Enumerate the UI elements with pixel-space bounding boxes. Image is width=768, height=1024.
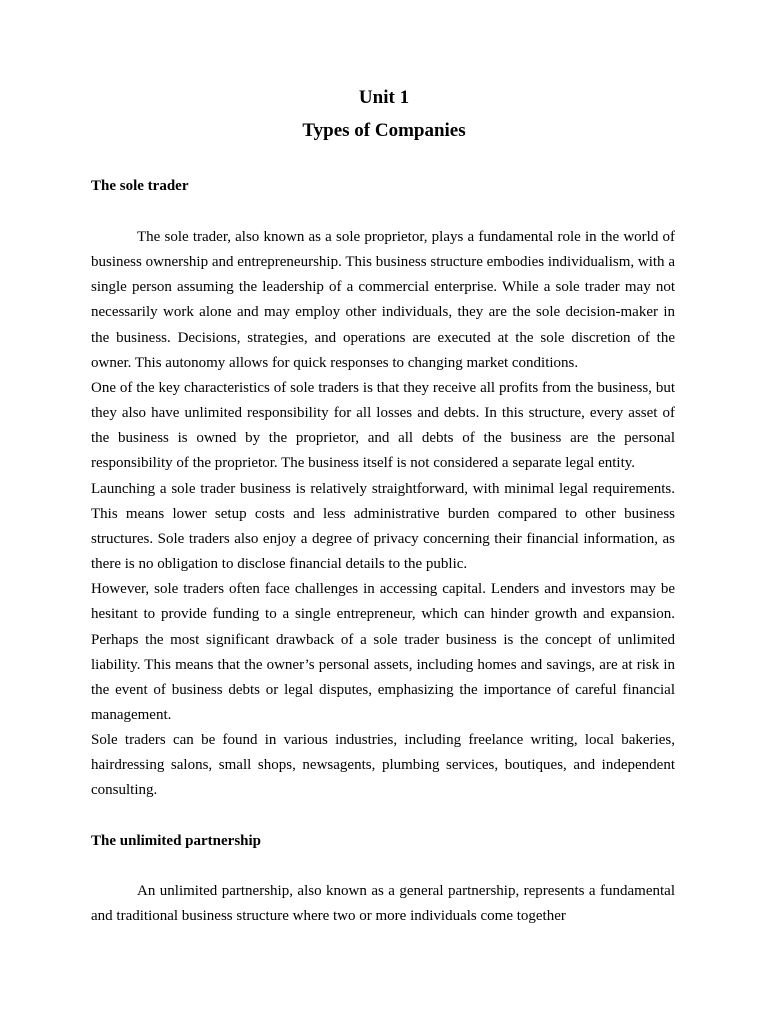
document-title: Types of Companies (302, 120, 466, 141)
paragraph: An unlimited partnership, also known as a general partnership, represents a fundamental and traditional business structure where two or more individuals come together (91, 883, 675, 925)
section-heading-sole-trader: The sole trader (91, 178, 189, 194)
section-body-sole-trader (91, 225, 675, 804)
section-heading-unlimited-partnership: The unlimited partnership (91, 833, 262, 849)
paragraph: Launching a sole trader business is relatively straightforward, with minimal legal requirements. This means lower setup costs and less administrative burden compared to other business structures. Sole traders also enjoy a degree of privacy concerning their financial information, as there is no obligation to disclose financial details to the public. (91, 480, 675, 573)
paragraph: However, sole traders often face challenges in accessing capital. Lenders and investors may be hesitant to provide funding to a single entrepreneur, which can hinder growth and expansion. Perhaps the most significant drawback of a sole trader business is the concept of unlimited liability. This means that the owner’s personal assets, including homes and savings, are at risk in the event of business debts or legal disputes, emphasizing the importance of careful financial management. (91, 581, 675, 723)
section-body-unlimited-partnership (91, 879, 675, 929)
paragraph: One of the key characteristics of sole traders is that they receive all profits from the business, but they also have unlimited responsibility for all losses and debts. In this structure, every asset of the business is owned by the proprietor, and all debts of the business are the personal responsibility of the proprietor. The business itself is not considered a separate legal entity. (91, 379, 675, 472)
paragraph: Sole traders can be found in various industries, including freelance writing, local bakeries, hairdressing salons, small shops, newsagents, plumbing services, boutiques, and independent consulting. (91, 732, 675, 799)
unit-title: Unit 1 (358, 87, 410, 108)
paragraph: The sole trader, also known as a sole proprietor, plays a fundamental role in the world of business ownership and entrepreneurship. This business structure embodies individualism, with a single person assuming the leadership of a commercial enterprise. While a sole trader may not necessarily work alone and may employ other individuals, they are the sole decision-maker in the business. Decisions, strategies, and operations are executed at the sole discretion of the owner. This autonomy allows for quick responses to changing market conditions. (91, 229, 675, 371)
